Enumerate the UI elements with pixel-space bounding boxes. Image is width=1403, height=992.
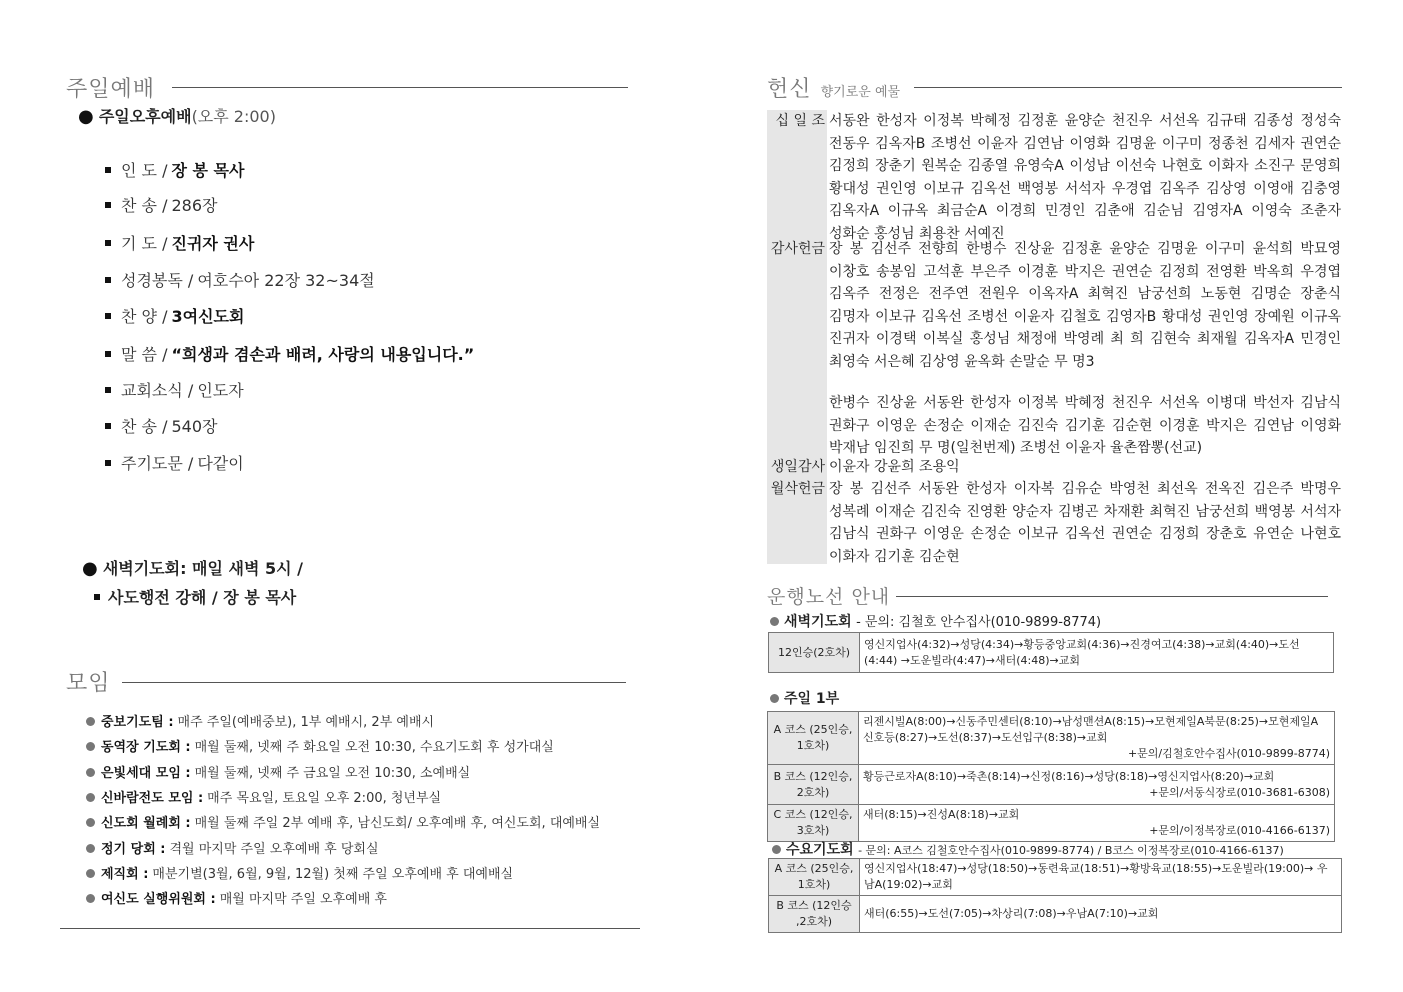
meeting-detail: 매월 둘째 주일 2부 예배 후, 남신도회/ 오후예배 후, 여신도회, 대예배실 [194, 816, 601, 832]
meeting-item [86, 787, 441, 806]
meeting-detail: 매월 둘째, 넷째 주 화요일 오전 10:30, 수요기도회 후 성가대실 [194, 740, 554, 756]
worship-order-item [105, 451, 244, 474]
worship-order-item [105, 414, 217, 437]
order-value: 286장 [171, 196, 218, 215]
meeting-item [86, 711, 434, 730]
order-value: 다같이 [197, 454, 244, 473]
meeting-detail: 매주 목요일, 토요일 오후 2:00, 청년부실 [207, 790, 442, 806]
bullet-icon [770, 617, 779, 626]
order-label: 교회소식 / [121, 381, 194, 400]
meeting-detail: 격월 마지막 주일 오후예배 후 당회실 [169, 841, 379, 857]
bus-row [768, 765, 1335, 805]
order-label: 주기도문 / [121, 454, 194, 473]
bus-course: B 코스 (12인승, 2호차) [768, 765, 859, 805]
order-value: 여호수아 22장 32~34절 [197, 271, 375, 290]
meeting-name: 여신도 실행위원회 : [101, 892, 216, 908]
wed-bus-name: 수요기도회 [786, 842, 854, 858]
order-label: 기 도 / [121, 234, 168, 253]
bullet-icon [86, 742, 95, 751]
worship-order-item [105, 231, 254, 254]
bus-row [768, 712, 1335, 765]
bus-route: 영신지업사(18:47)→성당(18:50)→동련육교(18:51)→황방육교(18:55)→도운빌라(19:00)→ 우남A(19:02)→교회 [864, 862, 1328, 891]
offering-names: 한병수 진상윤 서동완 한성자 이정복 박혜정 천진우 서선옥 이병대 박선자 김남식 권화구 이영운 손정순 이재순 김진숙 김기훈 김순현 이경훈 박지은 김연남 이영화 박재남 임진희 무 명(일천번제) 조병선 이윤자 율촌짬뽕(선교) [829, 395, 1341, 457]
meeting-detail: 매주 주일(예배중보), 1부 예배시, 2부 예배시 [177, 715, 435, 730]
worship-title: 주일예배 [66, 77, 156, 102]
square-bullet-icon [105, 351, 111, 357]
dawn-detail: 사도행전 강해 / 장 봉 목사 [108, 588, 297, 607]
bus-route: 새터(8:15)→진성A(8:18)→교회 [863, 808, 1020, 821]
order-label: 말 씀 / [121, 345, 168, 364]
bus-title: 운행노선 안내 [767, 586, 891, 608]
service-time: (오후 2:00) [191, 107, 276, 126]
order-value: “희생과 겸손과 배려, 사랑의 내용입니다.” [171, 345, 475, 364]
order-label: 찬 송 / [121, 196, 168, 215]
meeting-name: 제직회 : [101, 866, 149, 882]
offering-subtitle: 향기로운 예물 [820, 85, 901, 100]
order-label: 성경봉독 / [121, 271, 194, 290]
bullet-icon: ● [82, 558, 98, 579]
bullet-icon [86, 844, 95, 853]
meetings-title: 모임 [66, 671, 111, 696]
meeting-item [86, 736, 554, 755]
divider [60, 928, 640, 929]
divider [122, 682, 626, 683]
order-label: 찬 송 / [121, 417, 168, 436]
square-bullet-icon [105, 167, 111, 173]
square-bullet-icon [94, 594, 100, 600]
offering-names: 이윤자 강윤희 조용익 [829, 459, 960, 475]
square-bullet-icon [105, 277, 111, 283]
meeting-item [86, 863, 513, 882]
dawn-bus-heading [770, 611, 1101, 631]
offering-names: 서동완 한성자 이정복 박혜정 김정훈 윤양순 천진우 서선옥 김규태 김종성 정성숙 전동우 김옥자B 조병선 이윤자 김연남 이영화 김명윤 이구미 정종천 김세자 권연순 김정희 장춘기 원복순 김종열 유영숙A 이성남 이선숙 나현호 이화자 소진구 문영희 황대성 권인영 이보규 김옥선 백영봉 서석자 우경엽 김옥주 김상영 이영애 김충영 김옥자A 이규옥 최금순A 이경희 민경인 김춘애 김순님 김영자A 이영숙 조춘자 성화순 홍성님 최용찬 서예진 [829, 113, 1341, 242]
dawn-bus-name: 새벽기도회 [784, 614, 852, 630]
wed-bus-contact: - 문의: A코스 김철호안수집사(010-9899-8774) / B코스 이정복장로(010-4166-6137) [858, 844, 1284, 857]
order-value: 장 봉 목사 [171, 161, 245, 180]
worship-order-item [105, 304, 244, 327]
bus-row [768, 805, 1335, 842]
worship-order-item [105, 158, 244, 181]
bus-route: 리젠시빌A(8:00)→신동주민센터(8:10)→남성맨션A(8:15)→모현제일A북문(8:25)→모현제일A 신호등(8:27)→도선(8:37)→도선입구(8:38)→교회 [863, 715, 1319, 744]
dawn-prayer-text: 새벽기도회: 매일 새벽 5시 / [102, 559, 304, 578]
worship-order-item [105, 378, 244, 401]
bus-row [769, 896, 1342, 933]
meeting-name: 은빛세대 모임 : [101, 765, 191, 781]
meeting-name: 신바람전도 모임 : [101, 790, 204, 806]
bus-row [769, 859, 1342, 896]
bullet-icon [86, 768, 95, 777]
offering-category: 월삭헌금 [770, 481, 825, 497]
order-label: 찬 양 / [121, 307, 168, 326]
meeting-name: 동역장 기도회 : [101, 740, 191, 756]
meeting-name: 신도회 월례회 : [101, 816, 191, 832]
bullet-icon [86, 869, 95, 878]
dawn-bus-table [768, 632, 1334, 673]
order-value: 540장 [171, 417, 218, 436]
bus-course: 12인승(2호차) [769, 633, 860, 673]
offering-names: 장 봉 김선주 전향희 한병수 진상윤 김정훈 윤양순 김명윤 이구미 윤석희 박묘영 이창호 송봉임 고석훈 부은주 이경훈 박지은 권연순 김정희 전영환 박옥희 우경엽 김옥주 전정은 전주연 전원우 이옥자A 최혁진 남궁선희 노동현 김명순 장춘식 김명자 이보규 김옥선 조병선 이윤자 김철호 김영자B 황대성 권인영 장예원 이규옥 진귀자 이경택 이복실 홍성님 채정애 박영례 최 희 김현숙 최재월 김옥자A 민경인 최영숙 서은혜 김상영 윤옥화 손말순 무 명3 [829, 241, 1341, 370]
bullet-icon [86, 793, 95, 802]
worship-order-item [105, 268, 375, 291]
bus-route-cell [860, 633, 1334, 673]
meeting-item [86, 838, 379, 857]
bus-contact: +문의/서동식장로(010-3681-6308) [1149, 785, 1330, 799]
bullet-icon [770, 694, 779, 703]
sunday-bus-name: 주일 1부 [784, 691, 840, 707]
service-name: 주일오후예배 [98, 107, 192, 126]
service-heading [78, 104, 276, 127]
divider [914, 87, 1342, 88]
sunday-bus-table [767, 711, 1335, 842]
meeting-name: 정기 당회 : [101, 841, 166, 857]
bullet-icon [86, 717, 95, 726]
offering-category: 감사헌금 [770, 241, 825, 257]
bullet-icon [86, 818, 95, 827]
offering-category: 생일감사 [770, 459, 825, 475]
square-bullet-icon [105, 313, 111, 319]
meeting-name: 중보기도팀 : [101, 715, 174, 730]
dawn-prayer [82, 556, 303, 608]
bus-route-cell [859, 765, 1335, 805]
meeting-item [86, 888, 387, 907]
square-bullet-icon [105, 240, 111, 246]
order-value: 인도자 [197, 381, 244, 400]
wed-bus-heading [772, 839, 1284, 859]
square-bullet-icon [105, 423, 111, 429]
bullet-icon: ● [78, 106, 94, 127]
bus-route: 새터(6:55)→도선(7:05)→차상리(7:08)→우남A(7:10)→교회 [864, 907, 1159, 920]
dawn-bus-contact: - 문의: 김철호 안수집사(010-9899-8774) [856, 615, 1102, 630]
bus-route-cell [859, 805, 1335, 842]
worship-order-item [105, 193, 217, 216]
sunday-bus-heading [770, 688, 839, 708]
square-bullet-icon [105, 202, 111, 208]
bus-contact: +문의/김철호안수집사(010-9899-8774) [1127, 747, 1330, 760]
divider [896, 596, 1328, 597]
square-bullet-icon [105, 460, 111, 466]
offering-title: 헌신 [767, 77, 812, 102]
worship-order-item [105, 342, 474, 365]
bus-route: 황등근로자A(8:10)→죽촌(8:14)→신정(8:16)→성당(8:18)→영신지업사(8:20)→교회 [863, 769, 1275, 783]
meeting-item [86, 762, 470, 781]
order-label: 인 도 / [121, 161, 168, 180]
order-value: 3여신도회 [171, 307, 245, 326]
bus-route: 영신지업사(4:32)→성당(4:34)→황등중앙교회(4:36)→진경여고(4:38)→교회(4:40)→도선(4:44) →도운빌라(4:47)→새터(4:48)→교회 [864, 637, 1300, 667]
wed-bus-table [768, 858, 1342, 933]
bus-course: B 코스 (12인승 ,2호차) [769, 896, 860, 933]
order-value: 진귀자 권사 [171, 234, 255, 253]
bullet-icon [772, 845, 781, 854]
meeting-detail: 매월 마지막 주일 오후예배 후 [219, 892, 387, 908]
offering-names: 장 봉 김선주 서동완 한성자 이자복 김유순 박영천 최선옥 전옥진 김은주 박명우 성복례 이재순 김진숙 진영환 양순자 김병곤 차재환 최혁진 남궁선희 백영봉 서석자 김남식 권화구 이영운 손정순 이보규 김옥선 권연순 김정희 장춘호 유연순 나현호 이화자 김기훈 김순현 [829, 481, 1341, 565]
meeting-detail: 매분기별(3월, 6월, 9월, 12월) 첫째 주일 오후예배 후 대예배실 [152, 866, 514, 882]
offering-heading [767, 72, 900, 103]
bus-route-cell [860, 896, 1342, 933]
offering-category: 십 일 조 [775, 113, 825, 129]
bus-contact: +문의/이정복장로(010-4166-6137) [1149, 824, 1330, 837]
divider [172, 87, 628, 88]
meeting-detail: 매월 둘째, 넷째 주 금요일 오전 10:30, 소예배실 [194, 765, 471, 781]
bus-row [769, 633, 1334, 673]
bus-course: A 코스 (25인승, 1호차) [768, 712, 859, 765]
square-bullet-icon [105, 387, 111, 393]
bullet-icon [86, 894, 95, 903]
bus-course: C 코스 (12인승, 3호차) [768, 805, 859, 842]
bus-route-cell [859, 712, 1335, 765]
meeting-item [86, 812, 600, 831]
bus-course: A 코스 (25인승, 1호차) [769, 859, 860, 896]
bus-route-cell [860, 859, 1342, 896]
